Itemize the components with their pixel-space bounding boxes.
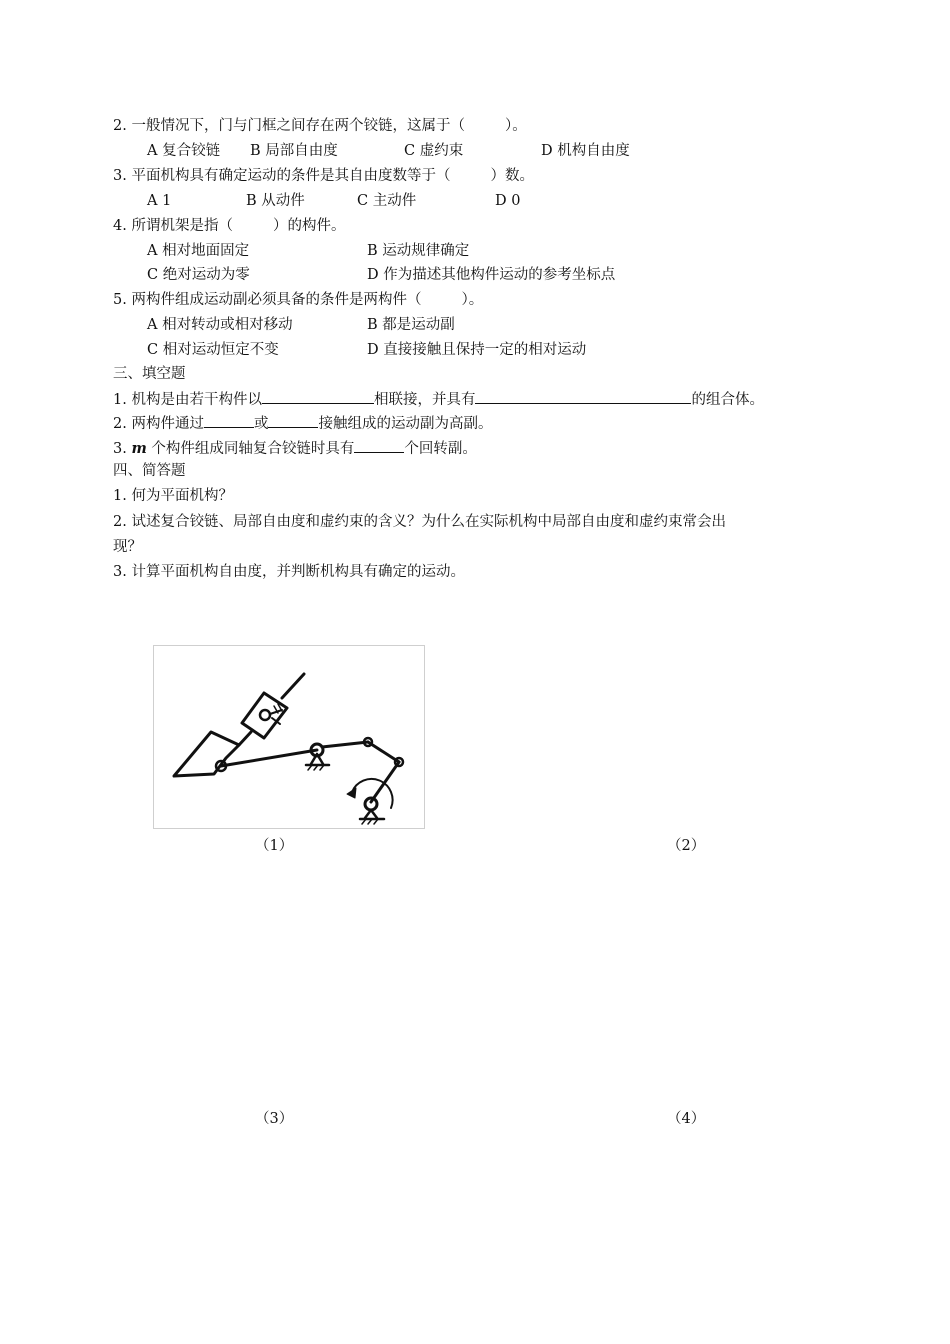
coupler-link <box>221 750 317 766</box>
choice-q5-option-b: B 都是运动副 <box>367 317 455 333</box>
fill-q2-blank-2 <box>268 412 318 428</box>
fill-q1-blank-2 <box>475 388 691 404</box>
choice-q2-stem: 2. 一般情况下，门与门框之间存在两个铰链，这属于（ ）。 <box>113 118 527 134</box>
fill-q1-blank-1 <box>262 388 374 404</box>
short-q3: 3. 计算平面机构自由度，并判断机构具有确定的运动。 <box>113 564 465 580</box>
mechanism-diagram <box>154 646 424 828</box>
choice-q3-stem: 3. 平面机构具有确定运动的条件是其自由度数等于（ ）数。 <box>113 168 534 184</box>
connecting-link <box>368 742 399 762</box>
caption-3: （3） <box>255 1111 294 1127</box>
choice-q3-option-b: B 从动件 <box>246 193 305 209</box>
mechanism-figure-1 <box>153 645 425 829</box>
rotation-arrow <box>352 779 393 808</box>
short-q2-line1: 2. 试述复合铰链、局部自由度和虚约束的含义？为什么在实际机构中局部自由度和虚约束常会出 <box>113 514 726 530</box>
choice-q5-option-d: D 直接接触且保持一定的相对运动 <box>367 342 587 358</box>
choice-q2-option-d: D 机构自由度 <box>541 143 630 159</box>
short-heading: 四、简答题 <box>113 463 186 479</box>
slider-pin <box>260 710 270 720</box>
choice-q3-option-c: C 主动件 <box>357 193 417 209</box>
bell-crank <box>174 732 239 776</box>
choice-q2-option-b: B 局部自由度 <box>250 143 338 159</box>
caption-4: （4） <box>667 1111 706 1127</box>
fill-q1: 1. 机构是由若干构件以 相联接，并具有 的组合体。 <box>113 388 764 410</box>
fill-q3-blank <box>354 437 404 453</box>
choice-q2-option-a: A 复合铰链 <box>147 143 221 159</box>
caption-1: （1） <box>255 838 294 854</box>
choice-q5-option-a: A 相对转动或相对移动 <box>147 317 293 333</box>
short-q2-line2: 现？ <box>113 539 142 555</box>
fill-heading: 三、填空题 <box>113 366 186 382</box>
slider-link <box>239 732 251 745</box>
choice-q4-option-c: C 绝对运动为零 <box>147 267 250 283</box>
variable-m: m <box>131 440 147 457</box>
choice-q3-option-d: D 0 <box>495 193 521 209</box>
short-q1: 1. 何为平面机构？ <box>113 488 233 504</box>
caption-2: （2） <box>667 838 706 854</box>
fill-q2: 2. 两构件通过 或 接触组成的运动副为高副。 <box>113 412 492 434</box>
slider-block <box>242 693 287 738</box>
choice-q4-option-b: B 运动规律确定 <box>367 243 470 259</box>
driving-crank <box>371 762 399 802</box>
choice-q4-option-a: A 相对地面固定 <box>147 243 250 259</box>
choice-q5-option-c: C 相对运动恒定不变 <box>147 342 279 358</box>
choice-q3-option-a: A 1 <box>147 193 172 209</box>
slider-rod <box>282 674 304 698</box>
choice-q4-stem: 4. 所谓机架是指（ ）的构件。 <box>113 218 346 234</box>
choice-q4-option-d: D 作为描述其他构件运动的参考坐标点 <box>367 267 616 283</box>
fill-q3: 3. m 个构件组成同轴复合铰链时具有 个回转副。 <box>113 437 477 459</box>
rocker-link <box>322 742 368 747</box>
choice-q5-stem: 5. 两构件组成运动副必须具备的条件是两构件（ ）。 <box>113 292 484 308</box>
fill-q2-blank-1 <box>204 412 254 428</box>
choice-q2-option-c: C 虚约束 <box>404 143 464 159</box>
